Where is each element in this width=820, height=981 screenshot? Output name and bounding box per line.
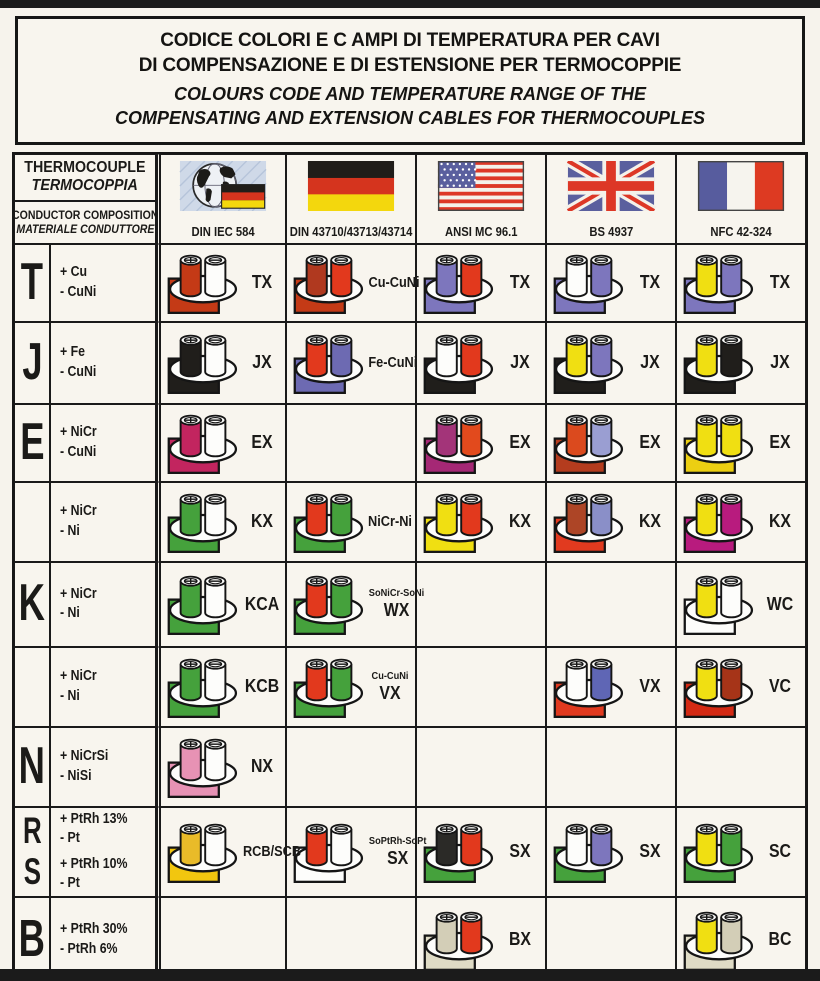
cable-cell (156, 807, 302, 897)
cable-code-label: SC (768, 841, 791, 862)
cable-material-sublabel: SoNiCr-SoNi (368, 587, 425, 600)
conductor-composition-cell (50, 647, 156, 727)
standard-column-header (156, 154, 286, 244)
cable-cell (286, 482, 416, 562)
cable-code-label: Fe-CuNi (368, 354, 418, 371)
composition-line: - CuNi (60, 363, 97, 380)
thermocouple-label-italian: TERMOCOPPIA (31, 177, 139, 195)
cable-icon (683, 490, 755, 554)
cable-cell (416, 807, 546, 897)
cable-cell (156, 244, 286, 322)
thermocouple-letter: K (18, 574, 46, 633)
cable-icon (167, 490, 239, 554)
cable-icon (167, 572, 239, 636)
cable-cell (156, 727, 286, 807)
cable-cell (676, 727, 806, 807)
cable-icon (683, 251, 755, 315)
cable-cell (416, 562, 546, 647)
french-flag-icon (688, 161, 794, 211)
thermocouple-letter-cell (14, 404, 50, 482)
cable-code-label: JX (770, 352, 790, 373)
composition-line: - CuNi (60, 283, 97, 300)
thermocouple-header-box (15, 155, 155, 202)
cable-cell (676, 322, 806, 404)
conductor-composition-label: CONDUCTOR COMPOSITION (11, 208, 159, 223)
standard-name: NFC 42-324 (710, 224, 772, 239)
cable-icon (683, 331, 755, 395)
conductor-composition-cell (50, 404, 156, 482)
conductor-composition-cell (50, 562, 156, 647)
thermocouple-letter-cell (14, 244, 50, 322)
thermocouple-letter-cell (14, 647, 50, 727)
german-flag-globe-icon (170, 161, 276, 211)
cable-cell (156, 482, 286, 562)
cable-cell (546, 807, 676, 897)
cable-code-label: EX (769, 432, 791, 453)
cable-code-label: KX (250, 511, 273, 532)
cable-code-label: JX (252, 352, 272, 373)
standard-name: DIN 43710/43713/43714 (289, 224, 413, 239)
cable-icon (293, 490, 365, 554)
cable-cell (546, 647, 676, 727)
cable-cell (416, 647, 546, 727)
composition-line: - Ni (60, 605, 80, 622)
thermocouple-letter: J (21, 332, 43, 391)
cable-cell (546, 482, 676, 562)
cable-code-label: BX (508, 929, 531, 950)
thermocouple-letter-cell (14, 322, 50, 404)
composition-line: - Ni (60, 687, 80, 704)
cable-code-label: BC (768, 929, 792, 950)
composition-line: - NiSi (60, 767, 92, 784)
standard-column-header (546, 154, 676, 244)
cable-cell (676, 244, 806, 322)
cable-cell (546, 404, 676, 482)
german-flag-icon (298, 161, 404, 211)
thermocouple-letter-cell (14, 562, 50, 647)
cable-icon (423, 331, 495, 395)
cable-icon (167, 735, 239, 799)
thermocouple-letter-cell (14, 807, 50, 897)
cable-icon (423, 411, 495, 475)
conductor-composition-cell (50, 727, 156, 807)
composition-line: + PtRh 10% (60, 855, 128, 872)
cable-code-label: WC (766, 593, 794, 614)
standard-column-header (286, 154, 416, 244)
cable-code-label: Cu-CuNi (368, 274, 420, 291)
cable-icon (293, 572, 365, 636)
thermocouple-letter: T (20, 252, 44, 311)
cable-cell (416, 322, 546, 404)
cable-cell (416, 482, 546, 562)
cable-cell (416, 727, 546, 807)
scan-artifact-bottom (0, 969, 820, 981)
conductor-composition-cell (50, 807, 156, 897)
standard-name: DIN IEC 584 (191, 224, 255, 239)
cable-code-label: NX (250, 756, 273, 777)
composition-line: - CuNi (60, 443, 97, 460)
cable-code-label: KX (638, 511, 661, 532)
cable-icon (683, 820, 755, 884)
color-code-table (12, 152, 808, 981)
conductor-composition-label-italian: MATERIALE CONDUTTORE (15, 222, 155, 237)
standard-column-header (676, 154, 806, 244)
cable-code-label: VX (379, 682, 401, 703)
cable-icon (553, 820, 625, 884)
cable-cell (286, 322, 416, 404)
cable-cell (676, 562, 806, 647)
cable-icon (553, 251, 625, 315)
cable-icon (683, 411, 755, 475)
cable-code-label: VX (639, 676, 661, 697)
cable-cell (546, 244, 676, 322)
cable-code-label: EX (509, 432, 531, 453)
conductor-composition-cell (50, 482, 156, 562)
cable-icon (423, 490, 495, 554)
standard-name: BS 4937 (589, 224, 633, 239)
title-english-line1: COLOURS CODE AND TEMPERATURE RANGE OF THE (173, 84, 646, 105)
cable-icon (167, 411, 239, 475)
cable-icon (553, 490, 625, 554)
title-english-line2: COMPENSATING AND EXTENSION CABLES FOR THERMOCOUPLES (114, 107, 706, 128)
composition-line: - Pt (60, 830, 80, 847)
cable-cell (416, 244, 546, 322)
cable-cell (156, 322, 286, 404)
thermocouple-letter: N (18, 736, 46, 795)
cable-material-sublabel: SoPtRh-SoPt (368, 834, 427, 847)
cable-icon (423, 820, 495, 884)
cable-code-label: WX (383, 600, 410, 621)
cable-code-label: NiCr-Ni (368, 513, 412, 530)
composition-line: - Pt (60, 875, 80, 892)
cable-code-label: VC (768, 676, 791, 697)
title-italian-line2: DI COMPENSAZIONE E DI ESTENSIONE PER TERMOCOPPIE (138, 55, 682, 77)
cable-icon (167, 251, 239, 315)
cable-code-label: KCB (244, 676, 280, 697)
cable-cell (676, 807, 806, 897)
conductor-header-box (11, 202, 159, 243)
cable-code-label: TX (251, 272, 273, 293)
cable-cell (676, 647, 806, 727)
cable-code-label: EX (639, 432, 661, 453)
cable-cell (286, 727, 416, 807)
thermocouple-letter: S (23, 850, 41, 892)
composition-line: + PtRh 13% (60, 810, 128, 827)
cable-icon (423, 251, 495, 315)
cable-cell (676, 404, 806, 482)
us-flag-icon (428, 161, 534, 211)
thermocouple-letter-cell (14, 727, 50, 807)
cable-icon (553, 331, 625, 395)
title-italian-line1: CODICE COLORI E C AMPI DI TEMPERATURA PER CAVI (160, 30, 660, 51)
title-box (15, 16, 805, 145)
cable-cell (286, 807, 427, 897)
composition-line: + NiCrSi (60, 748, 109, 765)
cable-icon (553, 655, 625, 719)
composition-line: + PtRh 30% (60, 921, 128, 938)
cable-code-label: JX (510, 352, 530, 373)
cable-code-label: JX (640, 352, 660, 373)
cable-code-label: SX (639, 841, 661, 862)
cable-cell (286, 244, 420, 322)
cable-icon (293, 655, 365, 719)
cable-icon (167, 331, 239, 395)
composition-line: + NiCr (60, 585, 97, 602)
cable-icon (293, 331, 365, 395)
cable-material-sublabel: Cu-CuNi (371, 669, 409, 682)
standard-column-header (416, 154, 546, 244)
cable-icon (293, 820, 365, 884)
cable-cell (416, 404, 546, 482)
conductor-composition-cell (50, 322, 156, 404)
cable-code-label: SX (509, 841, 531, 862)
conductor-composition-cell (50, 244, 156, 322)
composition-line: - Ni (60, 522, 80, 539)
composition-line: + NiCr (60, 503, 97, 520)
cable-icon (683, 572, 755, 636)
cable-code-label: KX (508, 511, 531, 532)
cable-cell (546, 727, 676, 807)
cable-cell (156, 562, 286, 647)
cable-code-label: EX (251, 432, 273, 453)
cable-code-label: RCB/SCB (242, 843, 302, 860)
cable-icon (683, 908, 755, 972)
cable-cell (286, 404, 416, 482)
cable-code-label: KCA (244, 593, 280, 614)
cable-cell (286, 647, 416, 727)
table-corner-header (11, 154, 159, 244)
cable-cell (676, 482, 806, 562)
cable-icon (167, 820, 239, 884)
cable-icon (683, 655, 755, 719)
cable-cell (546, 562, 676, 647)
cable-icon (423, 908, 495, 972)
cable-code-label: SX (387, 847, 409, 868)
thermocouple-letter: B (18, 909, 46, 968)
standard-name: ANSI MC 96.1 (444, 224, 518, 239)
cable-icon (553, 411, 625, 475)
cable-code-label: TX (769, 272, 791, 293)
thermocouple-label: THERMOCOUPLE (24, 159, 146, 177)
cable-cell (546, 322, 676, 404)
composition-line: - PtRh 6% (60, 940, 118, 957)
cable-code-label: KX (768, 511, 791, 532)
composition-line: + NiCr (60, 424, 97, 441)
thermocouple-letter-cell (14, 482, 50, 562)
thermocouple-letter: R (22, 809, 42, 851)
uk-flag-icon (558, 161, 664, 211)
cable-code-label: TX (509, 272, 531, 293)
cable-code-label: TX (639, 272, 661, 293)
cable-cell (286, 562, 425, 647)
cable-cell (156, 647, 286, 727)
cable-icon (293, 251, 365, 315)
cable-icon (167, 655, 239, 719)
composition-line: + Fe (60, 344, 86, 361)
thermocouple-letter: E (19, 412, 45, 471)
scan-artifact-top (0, 0, 820, 8)
composition-line: + Cu (60, 264, 88, 281)
cable-cell (156, 404, 286, 482)
composition-line: + NiCr (60, 668, 97, 685)
